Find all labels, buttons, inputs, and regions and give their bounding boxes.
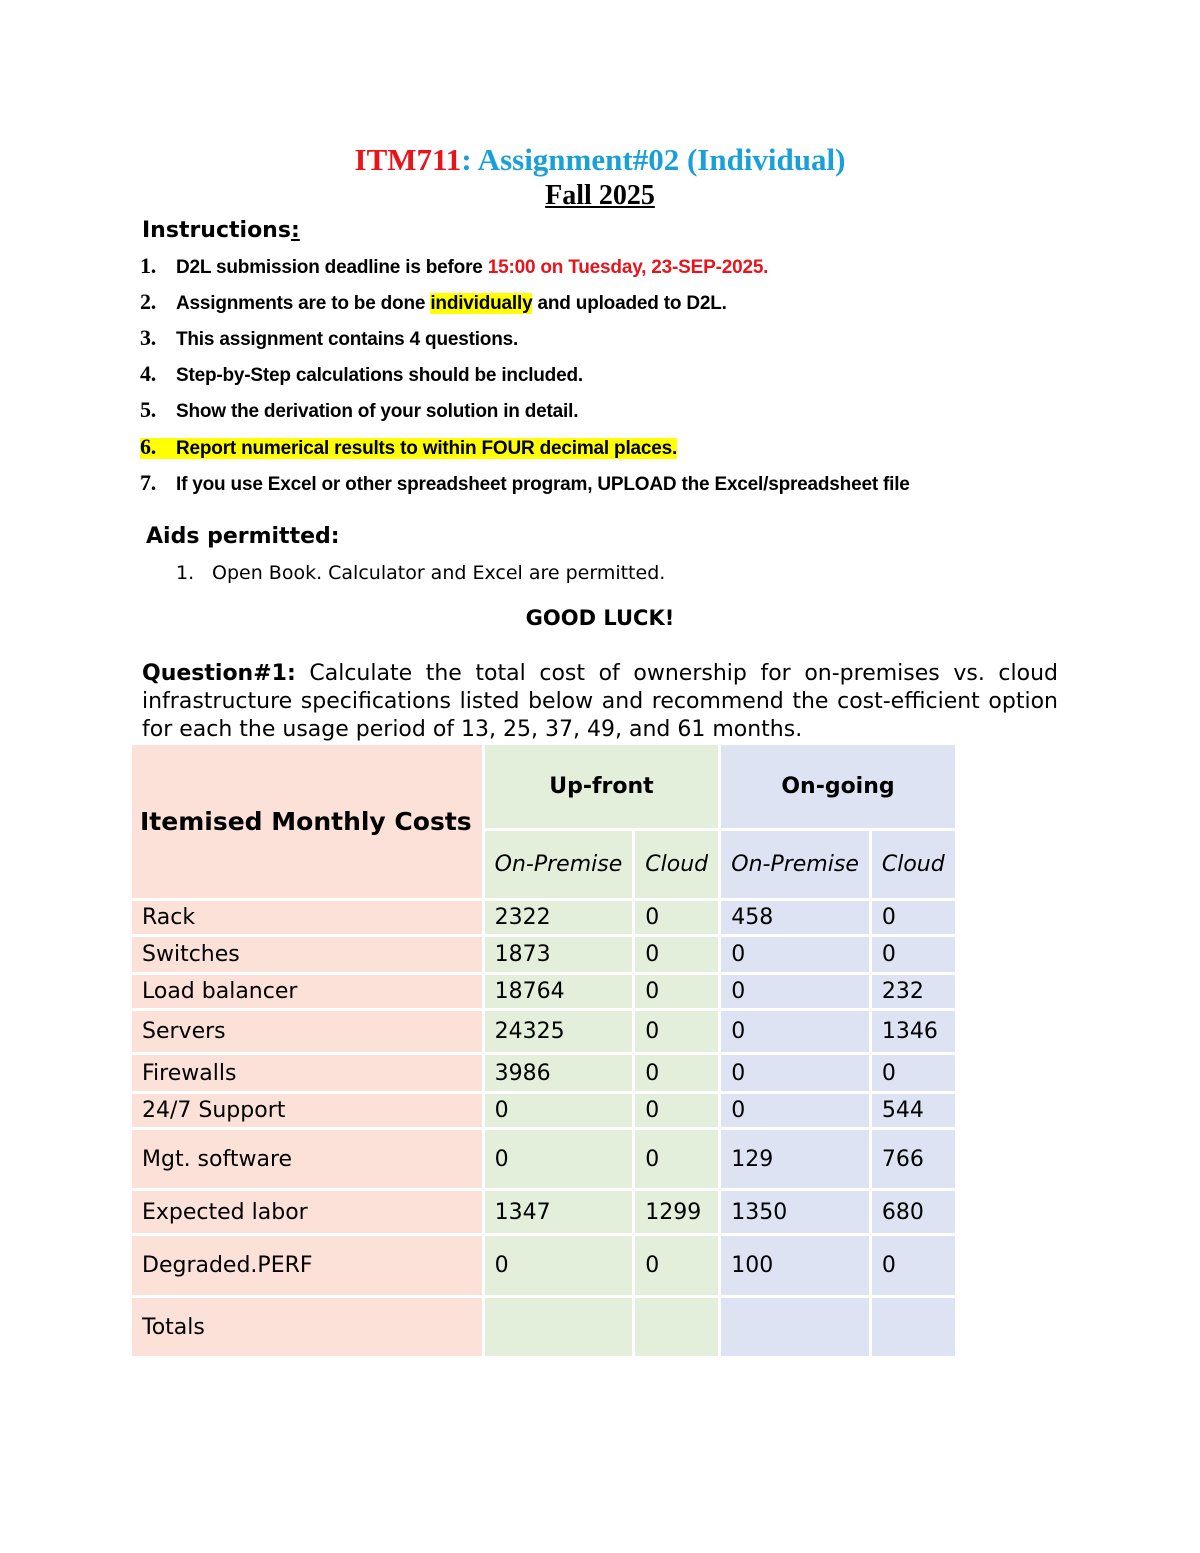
cell-upfront-cloud: 0 — [635, 901, 718, 934]
cell-upfront-cloud: 0 — [635, 1094, 718, 1127]
instruction-number: 7. — [140, 470, 157, 495]
table-row — [132, 901, 955, 934]
aids-heading: Aids permitted: — [146, 524, 340, 549]
cell-upfront-on-premise: 0 — [485, 1094, 633, 1127]
instruction-text: Report numerical results to within FOUR decimal places. — [176, 438, 678, 459]
deadline-text: 15:00 on Tuesday, 23-SEP-2025. — [487, 257, 769, 278]
instruction-number: 5. — [140, 397, 157, 422]
highlighted-text: individually — [430, 293, 533, 314]
totals-label: Totals — [132, 1298, 482, 1356]
assignment-title — [0, 142, 1200, 178]
instructions-heading-colon: : — [290, 218, 300, 243]
upfront-group-header: Up-front — [485, 745, 719, 828]
instruction-number: 6. — [140, 434, 157, 459]
cell-ongoing-on-premise: 0 — [721, 1094, 869, 1127]
ongoing-cloud-header: Cloud — [872, 831, 955, 898]
aids-text: Open Book. Calculator and Excel are permitted. — [212, 562, 666, 584]
instruction-number: 2. — [140, 289, 157, 314]
table-row — [132, 1130, 955, 1188]
cell-upfront-on-premise: 24325 — [485, 1011, 633, 1052]
instruction-text: Show the derivation of your solution in detail. — [176, 401, 579, 422]
cell-ongoing-on-premise: 0 — [721, 1011, 869, 1052]
instruction-item-4 — [140, 359, 583, 389]
instruction-text: This assignment contains 4 questions. — [176, 329, 519, 350]
row-label: Servers — [132, 1011, 482, 1052]
term: Fall 2025 — [545, 180, 655, 211]
cell-ongoing-on-premise: 1350 — [721, 1191, 869, 1233]
cell-upfront-cloud: 0 — [635, 1130, 718, 1188]
cell-upfront-cloud: 0 — [635, 1236, 718, 1295]
instruction-item-1 — [140, 251, 769, 281]
instruction-text: If you use Excel or other spreadsheet program, UPLOAD the Excel/spreadsheet file — [176, 474, 910, 495]
cell-upfront-on-premise: 2322 — [485, 901, 633, 934]
total-upfront-cloud — [635, 1298, 718, 1356]
cell-ongoing-cloud: 544 — [872, 1094, 955, 1127]
total-ongoing-cloud — [872, 1298, 955, 1356]
question-label: Question#1: — [142, 661, 296, 686]
cell-ongoing-cloud: 1346 — [872, 1011, 955, 1052]
cell-upfront-cloud: 0 — [635, 937, 718, 972]
course-code: ITM711 — [354, 142, 462, 177]
totals-row — [132, 1298, 955, 1356]
cell-ongoing-cloud: 0 — [872, 937, 955, 972]
cell-ongoing-on-premise: 129 — [721, 1130, 869, 1188]
instruction-item-2 — [140, 287, 727, 317]
row-label: Rack — [132, 901, 482, 934]
row-label: 24/7 Support — [132, 1094, 482, 1127]
table-row — [132, 1191, 955, 1233]
question-text: Calculate the total cost of ownership for on-premises vs. cloud infrastructure specifications listed below and recommend the cost-efficient option for each the usage period of 13, 25, 37, 49, and 61 months. — [142, 661, 1058, 742]
cell-ongoing-cloud: 680 — [872, 1191, 955, 1233]
cell-ongoing-cloud: 0 — [872, 1055, 955, 1091]
instruction-number: 1. — [140, 253, 157, 278]
cell-upfront-cloud: 0 — [635, 975, 718, 1008]
instruction-item-3 — [140, 323, 519, 353]
table-header-row — [132, 745, 955, 828]
instruction-text-end: and uploaded to D2L. — [532, 293, 727, 314]
cell-ongoing-cloud: 0 — [872, 1236, 955, 1295]
row-label: Load balancer — [132, 975, 482, 1008]
upfront-on-premise-header: On-Premise — [485, 831, 633, 898]
row-label: Mgt. software — [132, 1130, 482, 1188]
cost-table — [129, 742, 958, 1359]
instruction-item-5 — [140, 395, 579, 425]
aids-number: 1. — [176, 562, 195, 584]
cell-ongoing-cloud: 766 — [872, 1130, 955, 1188]
table-row — [132, 1011, 955, 1052]
cell-ongoing-on-premise: 0 — [721, 937, 869, 972]
table-row — [132, 937, 955, 972]
instruction-item-7 — [140, 468, 910, 498]
cell-upfront-on-premise: 1873 — [485, 937, 633, 972]
total-ongoing-on-premise — [721, 1298, 869, 1356]
total-upfront-on-premise — [485, 1298, 633, 1356]
instruction-text: Step-by-Step calculations should be included. — [176, 365, 583, 386]
table-row — [132, 1094, 955, 1127]
cell-ongoing-on-premise: 100 — [721, 1236, 869, 1295]
row-label: Degraded.PERF — [132, 1236, 482, 1295]
highlighted-instruction — [140, 434, 678, 459]
aids-item-1 — [176, 562, 665, 584]
table-row — [132, 975, 955, 1008]
cell-upfront-on-premise: 0 — [485, 1236, 633, 1295]
instruction-item-6 — [140, 432, 678, 462]
cell-ongoing-on-premise: 0 — [721, 975, 869, 1008]
cell-upfront-on-premise: 0 — [485, 1130, 633, 1188]
row-label: Switches — [132, 937, 482, 972]
ongoing-group-header: On-going — [721, 745, 954, 828]
cell-upfront-on-premise: 18764 — [485, 975, 633, 1008]
cell-upfront-cloud: 0 — [635, 1011, 718, 1052]
row-label: Firewalls — [132, 1055, 482, 1091]
cell-ongoing-on-premise: 458 — [721, 901, 869, 934]
table-row — [132, 1236, 955, 1295]
upfront-cloud-header: Cloud — [635, 831, 718, 898]
instruction-text: Assignments are to be done — [176, 293, 431, 314]
cell-upfront-cloud: 0 — [635, 1055, 718, 1091]
instruction-text: D2L submission deadline is before — [176, 257, 488, 278]
good-luck-text: GOOD LUCK! — [525, 606, 675, 630]
cell-upfront-on-premise: 3986 — [485, 1055, 633, 1091]
cell-upfront-cloud: 1299 — [635, 1191, 718, 1233]
instructions-heading — [142, 218, 300, 243]
instructions-heading-text: Instructions — [142, 218, 291, 243]
row-label: Expected labor — [132, 1191, 482, 1233]
instruction-number: 3. — [140, 325, 157, 350]
cell-upfront-on-premise: 1347 — [485, 1191, 633, 1233]
cell-ongoing-cloud: 232 — [872, 975, 955, 1008]
cell-ongoing-on-premise: 0 — [721, 1055, 869, 1091]
cell-ongoing-cloud: 0 — [872, 901, 955, 934]
assignment-name: Assignment#02 (Individual) — [471, 142, 846, 177]
instruction-number: 4. — [140, 361, 157, 386]
table-title: Itemised Monthly Costs — [132, 745, 482, 898]
question-1 — [142, 660, 1058, 744]
ongoing-on-premise-header: On-Premise — [721, 831, 869, 898]
title-separator: : — [461, 142, 472, 177]
table-row — [132, 1055, 955, 1091]
